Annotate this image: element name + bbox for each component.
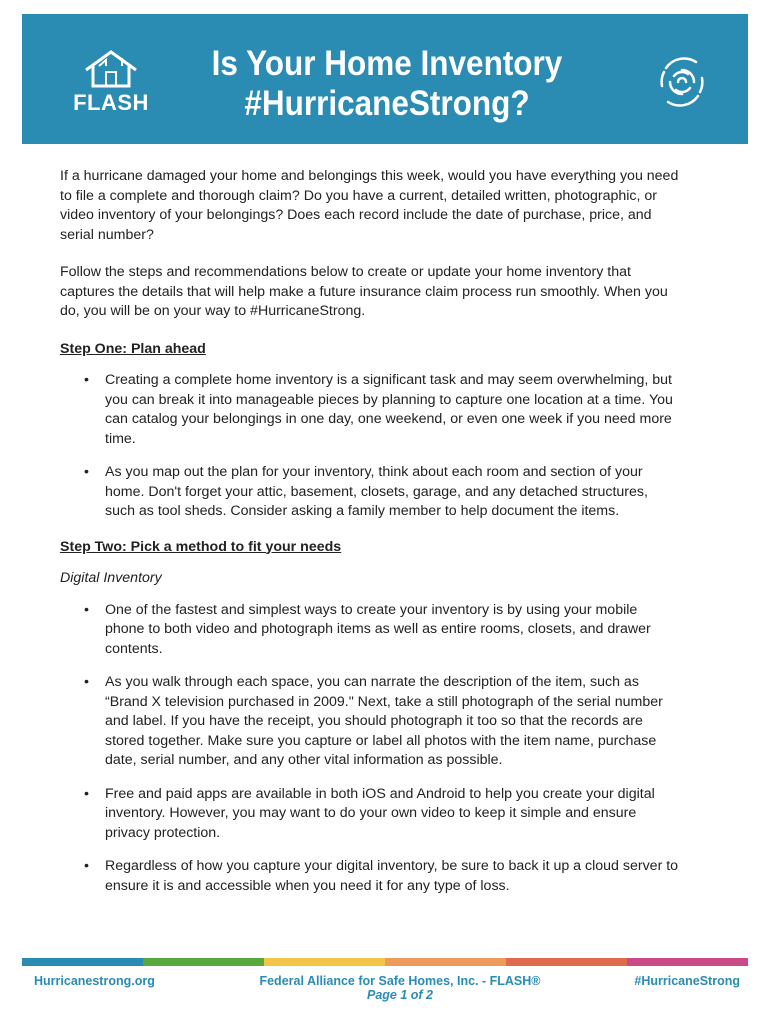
list-item: • As you map out the plan for your inventory, think about each room and section of your home. Don't forget your attic, basement, closets, garage, and any detached structures, such as tool sheds. Consider asking a family member to help document the items. — [84, 464, 648, 519]
footer-page-number: Page 1 of 2 — [367, 988, 433, 1002]
footer-bar-segment — [143, 958, 264, 966]
intro-paragraph-2: Follow the steps and recommendations below to create or update your home inventory that captures the details that will help make a future insurance claim process run smoothly. When you do, you will be on your way to #HurricaneStrong. — [60, 264, 668, 319]
bullet-icon: • — [84, 601, 89, 618]
bullet-icon: • — [84, 785, 89, 802]
list-item: • Free and paid apps are available in both iOS and Android to help you create your digital inventory. However, you may want to do your own video to keep it simple and ensure privacy protection. — [84, 785, 655, 841]
logo-text: FLASH — [73, 90, 149, 115]
bullet-icon: • — [84, 372, 89, 388]
footer-center — [240, 974, 560, 1002]
list-item: • As you walk through each space, you can narrate the description of the item, such as “Brand X television purchased in 2009." Next, take a still photograph of the serial number and label. If you have the receipt, you should photograph it too so that the records are stored together. Make sure you capture or label all photos with the item name, purchase date, serial number, and any other vital information as possible. — [84, 674, 663, 768]
bullet-icon: • — [84, 858, 89, 874]
bullet-icon: • — [84, 464, 89, 480]
footer-hashtag: #HurricaneStrong — [634, 974, 740, 988]
footer-organization: Federal Alliance for Safe Homes, Inc. - FLASH® — [259, 974, 541, 988]
title-line-1: Is Your Home Inventory — [211, 44, 563, 83]
header-banner — [22, 14, 748, 144]
step-two-list — [60, 601, 680, 897]
title-line-2: #HurricaneStrong? — [244, 84, 530, 123]
list-item: • Regardless of how you capture your digital inventory, be sure to back it up a cloud server to ensure it is and accessible when you need it for any type of loss. — [84, 858, 679, 894]
hurricane-icon — [652, 52, 712, 112]
footer-bar-segment — [627, 958, 748, 966]
footer-bar-segment — [506, 958, 627, 966]
flash-logo — [66, 44, 156, 124]
house-icon — [66, 44, 156, 94]
footer-bar-segment — [264, 958, 385, 966]
footer-bar-segment — [385, 958, 506, 966]
footer-bar-segment — [22, 958, 143, 966]
bullet-icon: • — [84, 674, 89, 690]
list-item: • Creating a complete home inventory is a significant task and may seem overwhelming, but you can break it into manageable pieces by planning to capture one location at a time. You can catalog your belongings in one day, one weekend, or even one week if you need more time. — [84, 372, 673, 447]
footer-website: Hurricanestrong.org — [34, 974, 155, 988]
step-one-list — [60, 371, 680, 522]
intro-paragraph-1: If a hurricane damaged your home and belongings this week, would you have everything you need to file a complete and thorough claim? Do you have a current, detailed written, photographic, or video inventory of your belongings? Does each record include the date of purchase, price, and serial number? — [60, 168, 679, 243]
digital-inventory-subheading: Digital Inventory — [60, 570, 162, 586]
step-one-heading: Step One: Plan ahead — [60, 340, 206, 357]
step-two-heading: Step Two: Pick a method to fit your needs — [60, 538, 342, 555]
page-title — [194, 44, 581, 124]
document-body — [60, 167, 680, 912]
list-item: • One of the fastest and simplest ways to create your inventory is by using your mobile phone to both video and photograph items as well as entire rooms, closets, and drawer contents. — [84, 601, 651, 657]
